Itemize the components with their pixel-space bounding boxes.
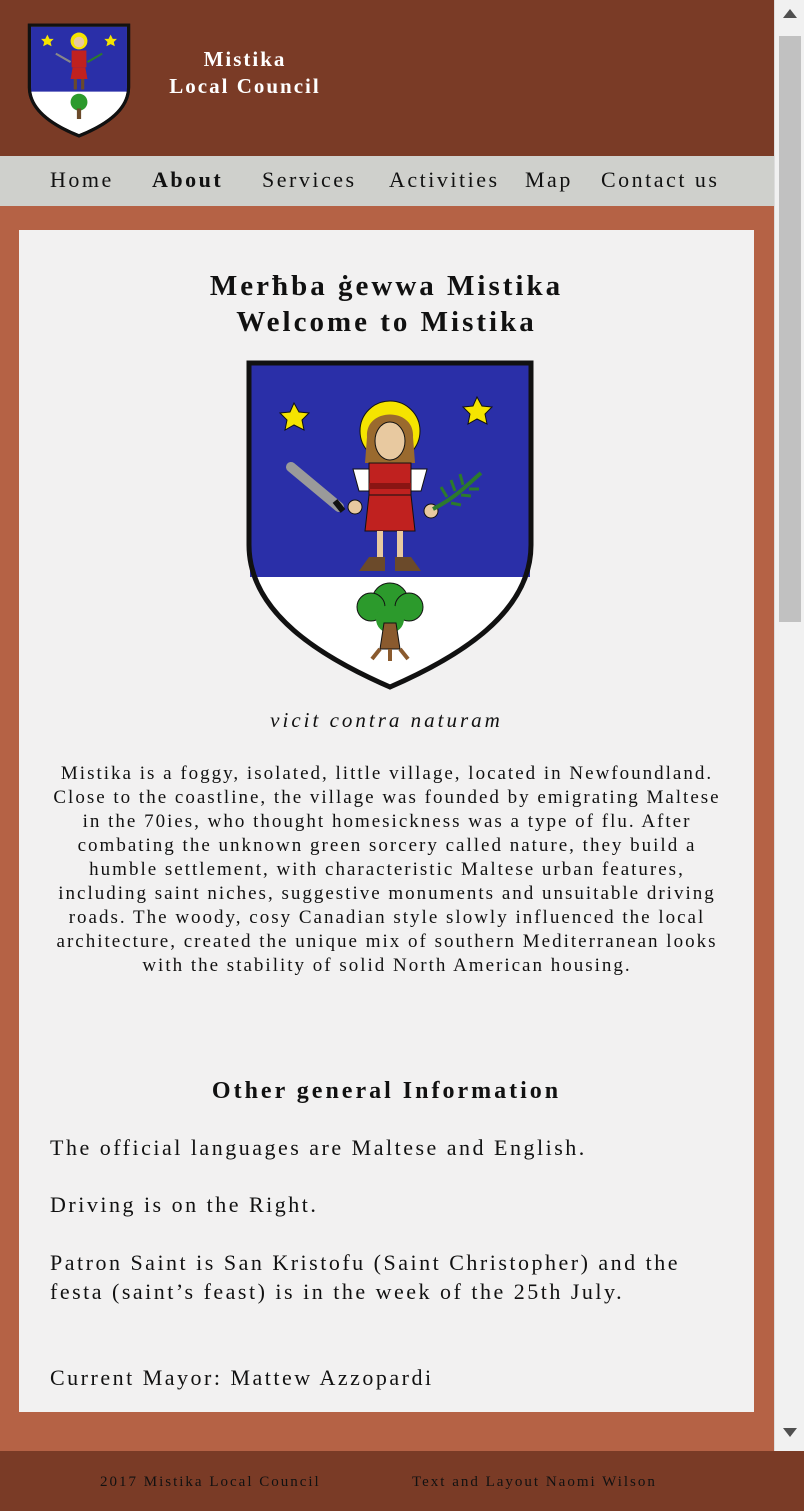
- intro-paragraph: Mistika is a foggy, isolated, little village, located in Newfoundland. Close to the coastline, the village was founded by emigrating Maltese in the 70ies, who thought homesickness was a type of flu. After combating the unknown green sorcery called nature, they build a humble settlement, with characteristic Maltese urban features, including saint niches, suggestive monuments and unsuitable driving roads. The woody, cosy Canadian style slowly influenced the local architecture, created the unique mix of southern Mediterranean looks with the stability of solid North American housing.: [53, 763, 721, 976]
- site-title: [150, 46, 340, 100]
- info-patron-saint: Patron Saint is San Kristofu (Saint Christopher) and the festa (saint’s feast) is in the week of the 25th July.: [50, 1250, 681, 1304]
- main-nav: [0, 156, 774, 206]
- page-title-english: Welcome to Mistika: [236, 306, 537, 338]
- nav-item-home[interactable]: Home: [50, 167, 114, 192]
- nav-item-about[interactable]: About: [152, 167, 224, 192]
- coat-of-arms-icon[interactable]: [26, 22, 132, 138]
- main-content: [19, 230, 754, 1412]
- scroll-thumb[interactable]: [779, 36, 801, 622]
- info-languages: The official languages are Maltese and English.: [50, 1135, 587, 1160]
- site-footer: [0, 1451, 804, 1511]
- motto: vicit contra naturam: [270, 708, 503, 732]
- footer-credit: Text and Layout Naomi Wilson: [412, 1474, 657, 1490]
- site-title-line1: Mistika: [203, 47, 287, 71]
- info-mayor: Current Mayor: Mattew Azzopardi: [50, 1365, 434, 1390]
- site-header: [0, 0, 774, 156]
- site-title-line2: Local Council: [169, 74, 321, 98]
- page-title-maltese: Merħba ġewwa Mistika: [209, 270, 564, 302]
- vertical-scrollbar[interactable]: [774, 0, 804, 1451]
- section-heading-general-info: Other general Information: [211, 1078, 562, 1104]
- info-driving: Driving is on the Right.: [50, 1192, 319, 1217]
- nav-item-contact-us[interactable]: Contact us: [601, 167, 720, 192]
- nav-item-activities[interactable]: Activities: [389, 167, 500, 192]
- nav-item-services[interactable]: Services: [262, 167, 357, 192]
- coat-of-arms-icon: [219, 345, 555, 695]
- scroll-up-arrow-icon[interactable]: [783, 9, 797, 18]
- footer-copyright: 2017 Mistika Local Council: [100, 1474, 321, 1490]
- scroll-down-arrow-icon[interactable]: [783, 1428, 797, 1437]
- page-title: [19, 268, 754, 340]
- nav-item-map[interactable]: Map: [525, 167, 573, 192]
